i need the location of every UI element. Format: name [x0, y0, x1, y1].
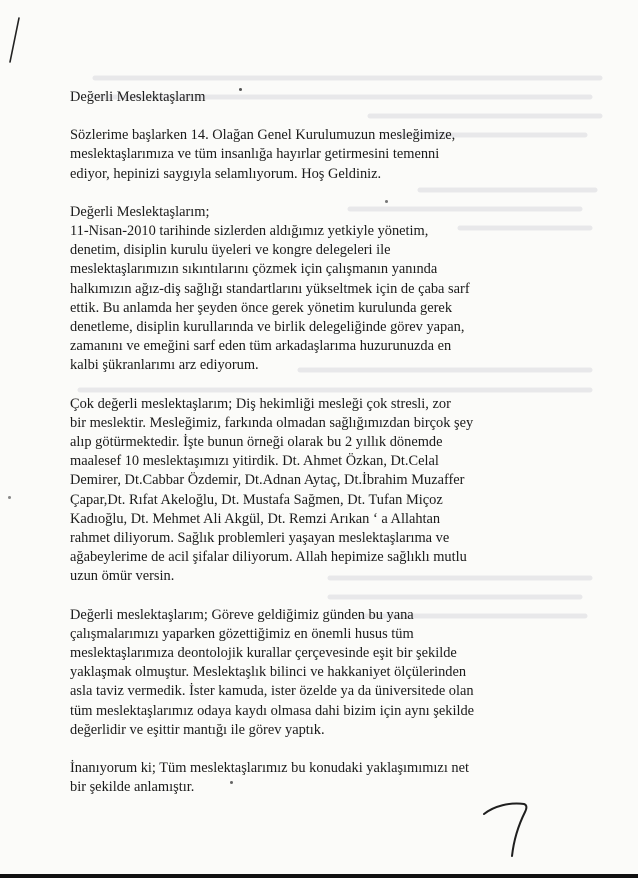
ink-dot: [8, 496, 11, 499]
handwritten-page-number-seven: [472, 792, 542, 862]
paragraph-closing: İnanıyorum ki; Tüm meslektaşlarımız bu konudaki yaklaşımımızı net bir şekilde anlamıştır.: [70, 760, 469, 796]
letter-salutation: Değerli Meslektaşlarım: [70, 89, 206, 105]
scan-bottom-edge: [0, 874, 638, 878]
paragraph-equality: Değerli meslektaşlarım; Göreve geldiğimiz günden bu yana çalışmalarımızı yaparken gözettiğimiz en önemli husus tüm meslektaşlarımıza deontolojik kurallar çerçevesinde eşit bir şekilde yaklaşmak olmuştur. Meslektaşlık bilinci ve hakkaniyet ölçülerinden asla taviz vermedik. İster kamuda, ister özelde ya da üniversitede olan tüm meslektaşlarımız odaya kaydı olmasa dahi bizim için aynı şekilde değerlidir ve eşittir mantığı ile görev yaptık.: [70, 606, 475, 738]
handwritten-slash-mark: [4, 16, 24, 66]
letter-body: [70, 88, 615, 798]
paragraph-condolences: Çok değerli meslektaşlarım; Diş hekimliği mesleği çok stresli, zor bir meslektir. Mesleğimiz, farkında olmadan sağlığımızdan birçok şey alıp götürmektedir. İşte bunun örneği olarak bu 2 yıllık dönemde maalesef 10 meslektaşımızı yitirdik. Dt. Ahmet Özkan, Dt.Celal Demirer, Dt.Cabbar Özdemir, Dt.Adnan Aytaç, Dt.İbrahim Muzaffer Çapar,Dt. Rıfat Akeloğlu, Dt. Mustafa Sağmen, Dt. Tufan Miçoz Kadıoğlu, Dt. Mehmet Ali Akgül, Dt. Remzi Arıkan ‘ a Allahtan rahmet diliyorum. Sağlık problemleri yaşayan meslektaşlarıma ve ağabeylerime de acil şifalar diliyorum. Allah hepimize sağlıklı mutlu uzun ömür versin.: [70, 395, 474, 585]
paragraph-opening: Sözlerime başlarken 14. Olağan Genel Kurulumuzun mesleğimize, meslektaşlarımıza ve tüm insanlığa hayırlar getirmesini temenni ediyor, hepinizi saygıyla selamlıyorum. Hoş Geldiniz.: [70, 127, 456, 182]
paragraph-thanks: Değerli Meslektaşlarım; 11-Nisan-2010 tarihinde sizlerden aldığımız yetkiyle yönetim, denetim, disiplin kurulu üyeleri ve kongre delegeleri ile meslektaşlarımızın sıkıntılarını çözmek için çalışmanın yanında halkımızın ağız-diş sağlığı standartlarını yükseltmek için de çaba sarf ettik. Bu anlamda her şeyden önce gerek yönetim kurulunda gerek denetleme, disiplin kurullarında ve birlik delegeliğinde görev yapan, zamanını ve emeğini sarf eden tüm arkadaşlarıma huzurunuzda en kalbi şükranlarımı arz ediyorum.: [70, 203, 470, 374]
